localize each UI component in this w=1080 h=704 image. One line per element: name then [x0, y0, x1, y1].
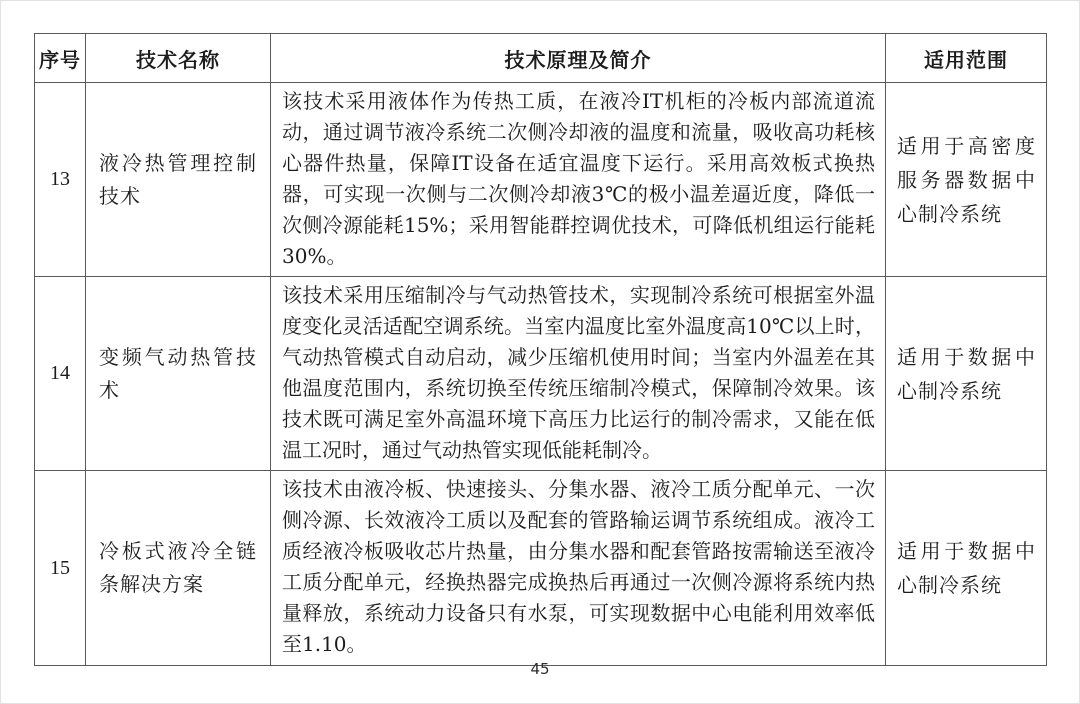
- row-15-description: 该技术由液冷板、快速接头、分集水器、液冷工质分配单元、一次侧冷源、长效液冷工质以及配套的管路输运调节系统组成。液冷工质经液冷板吸收芯片热量，由分集水器和配套管路按需输送至液冷工质分配单元，经换热器完成换热后再通过一次侧冷源将系统内热量释放，系统动力设备只有水泵，可实现数据中心电能利用效率低至1.10。: [271, 471, 886, 666]
- header-applicable-scope: 适用范围: [886, 34, 1047, 83]
- header-serial-number: 序号: [35, 34, 86, 83]
- header-technology-name: 技术名称: [86, 34, 271, 83]
- header-principle-intro: 技术原理及简介: [271, 34, 886, 83]
- row-15-scope: 适用于数据中心制冷系统: [886, 471, 1047, 666]
- page-number: 45: [530, 660, 550, 678]
- row-15-serial-number: 15: [35, 471, 86, 666]
- table-header-row: [35, 34, 1047, 83]
- row-13-technology-name: 液冷热管理控制技术: [86, 83, 271, 277]
- table-row: [35, 277, 1047, 471]
- row-14-description: 该技术采用压缩制冷与气动热管技术，实现制冷系统可根据室外温度变化灵活适配空调系统。当室内温度比室外温度高10℃以上时，气动热管模式自动启动，减少压缩机使用时间；当室内外温差在其他温度范围内，系统切换至传统压缩制冷模式，保障制冷效果。该技术既可满足室外高温环境下高压力比运行的制冷需求，又能在低温工况时，通过气动热管实现低能耗制冷。: [271, 277, 886, 471]
- row-14-technology-name: 变频气动热管技术: [86, 277, 271, 471]
- row-13-serial-number: 13: [35, 83, 86, 277]
- row-15-technology-name: 冷板式液冷全链条解决方案: [86, 471, 271, 666]
- table-row: [35, 83, 1047, 277]
- technology-table: [34, 33, 1047, 666]
- row-13-scope: 适用于高密度服务器数据中心制冷系统: [886, 83, 1047, 277]
- table-row: [35, 471, 1047, 666]
- row-14-serial-number: 14: [35, 277, 86, 471]
- row-13-description: 该技术采用液体作为传热工质，在液冷IT机柜的冷板内部流道流动，通过调节液冷系统二次侧冷却液的温度和流量，吸收高功耗核心器件热量，保障IT设备在适宜温度下运行。采用高效板式换热器，可实现一次侧与二次侧冷却液3℃的极小温差逼近度，降低一次侧冷源能耗15%；采用智能群控调优技术，可降低机组运行能耗30%。: [271, 83, 886, 277]
- row-14-scope: 适用于数据中心制冷系统: [886, 277, 1047, 471]
